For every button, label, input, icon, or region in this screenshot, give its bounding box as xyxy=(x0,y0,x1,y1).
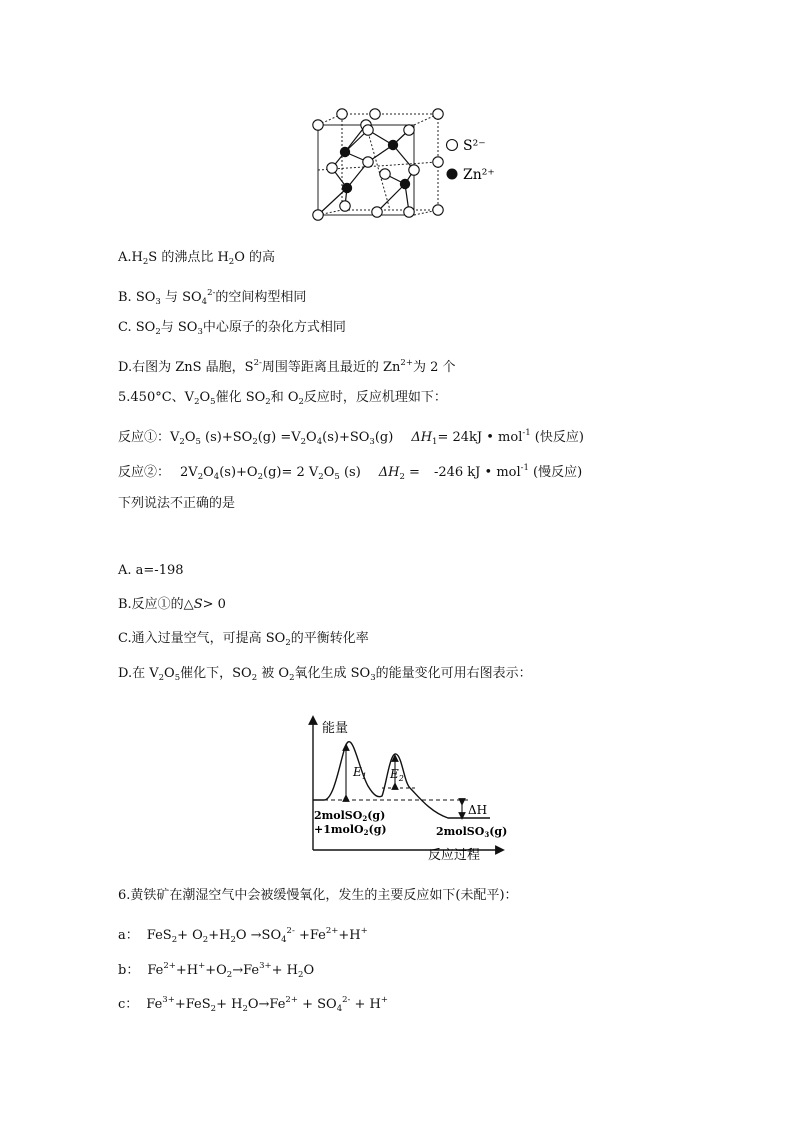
e1-label: $E_1$ xyxy=(353,765,367,781)
q4-option-c: C. $SO_2$与 $SO_3$中心原子的杂化方式相同 xyxy=(118,320,346,337)
reactants-line-2: +1molO2(g) xyxy=(314,823,387,837)
e2-label: $E_2$ xyxy=(390,767,404,783)
products-label: 2molSO3(g) xyxy=(436,825,508,839)
q5-reaction-2: 反应②： $2V_2O_4(s)+O_2(g)= 2$ $V_2O_5$ (s) $\Delta H_2 = -246$ kJ • mol$^{-1}$ (慢反应) xyxy=(118,463,583,482)
q5-option-a: A. a=-198 xyxy=(118,563,184,578)
energy-profile-diagram xyxy=(290,712,512,864)
q4-option-b: B. $SO_3$ 与 $SO_4^{2-}$的空间构型相同 xyxy=(118,288,307,307)
q4-option-a: $A.H_2S$ 的沸点比 $H_2O$ 的高 xyxy=(118,250,276,267)
q6-reaction-b: b： $Fe^{2+}+H^++O_2\to Fe^{3+}+ H_2O$ xyxy=(118,961,315,980)
q6-stem: 6.黄铁矿在潮湿空气中会被缓慢氧化，发生的主要反应如下(未配平)： xyxy=(118,888,518,903)
q5-stem: 5.450°C、$V_2O_5$催化 $SO_2$和 $O_2$反应时，反应机理如下： xyxy=(118,390,447,407)
q5-option-c: C.通入过量空气，可提高 $SO_2$的平衡转化率 xyxy=(118,631,369,648)
energy-profile-figure xyxy=(290,712,512,864)
q6-reaction-c: c： $Fe^{3+}+FeS_2+ H_2O\to Fe^{2+} + SO_4^{2-} + H^+$ xyxy=(118,995,389,1014)
q4-option-d: D.右图为 ZnS 晶胞，$S^{2-}$周围等距离且最近的 $Zn^{2+}$为 2 个 xyxy=(118,358,456,375)
reactants-line-1: 2molSO2(g) xyxy=(314,809,386,823)
q5-question: 下列说法不正确的是 xyxy=(118,496,236,511)
q5-option-b: B.反应①的△S> 0 xyxy=(118,597,226,612)
q5-option-d: D.在 $V_2O_5$催化下，$SO_2$ 被 $O_2$氧化生成 $SO_3$的能量变化可用右图表示： xyxy=(118,666,532,683)
legend-cation-label: Zn²⁺ xyxy=(463,167,495,183)
legend-anion-label: S²⁻ xyxy=(463,138,486,154)
q5-reaction-1: 反应①：$V_2O_5$ $(s)+SO_2(g) =V_2O_4(s)+SO_3(g)$ $\Delta H_1= 24kJ$ • mol$^{-1}$ (快反应) xyxy=(118,428,584,447)
q6-reaction-a: a： $FeS_2+ O_2+H_2O \to SO_4^{2-} +Fe^{2+}+H^+$ xyxy=(118,926,368,945)
zns-crystal-figure xyxy=(305,104,505,226)
y-axis-label: 能量 xyxy=(322,721,349,736)
zns-unit-cell-diagram xyxy=(305,104,505,226)
x-axis-label: 反应过程 xyxy=(428,848,481,863)
delta-h-label: ΔH xyxy=(468,803,488,817)
